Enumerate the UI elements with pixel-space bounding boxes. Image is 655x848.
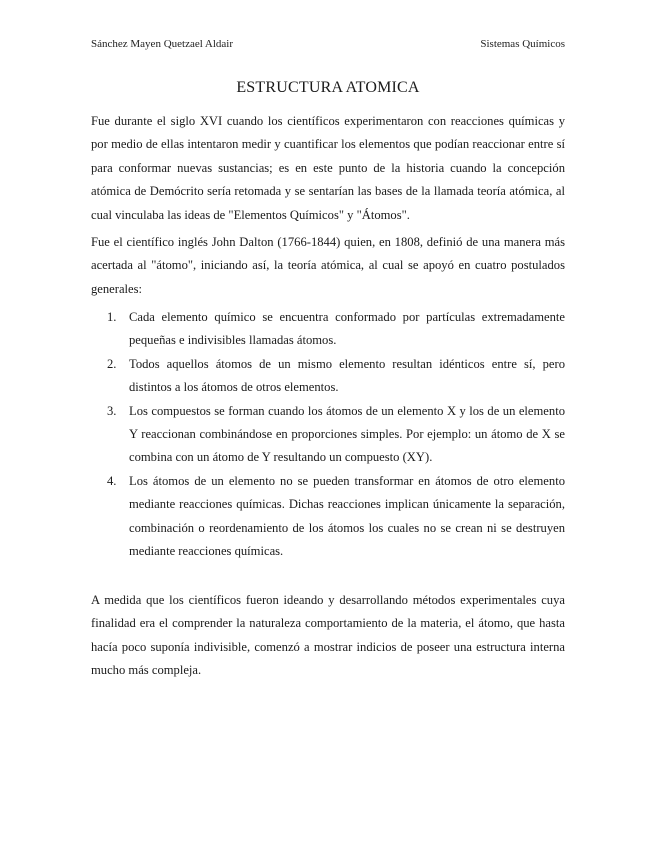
- list-item-text: Todos aquellos átomos de un mismo elemento resultan idénticos entre sí, pero distintos a los átomos de otros elementos.: [129, 356, 565, 395]
- list-item-text: Los compuestos se forman cuando los átomos de un elemento X y los de un elemento Y reaccionan combinándose en proporciones simples. Por ejemplo: un átomo de X se combina con un átomo de Y resultando un compuesto (XY).: [129, 403, 565, 465]
- list-item-text: Los átomos de un elemento no se pueden transformar en átomos de otro elemento mediante reacciones químicas. Dichas reacciones implican únicamente la separación, combinación o reordenamiento de los átomos los cuales no se crean ni se destruyen mediante reacciones químicas.: [129, 473, 565, 559]
- list-item-number: 1.: [107, 310, 117, 324]
- list-item: [91, 353, 565, 400]
- header-author: Sánchez Mayen Quetzael Aldair: [91, 38, 234, 50]
- paragraph-intro: Fue durante el siglo XVI cuando los científicos experimentaron con reacciones químicas y por medio de ellas intentaron medir y cuantificar los elementos que podían reaccionar entre sí para conformar nuevas sustancias; es en este punto de la historia cuando la concepción atómica de Demócrito sería retomada y se sentarían las bases de la llamada teoría atómica, al cual vinculaba las ideas de "Elementos Químicos" y "Átomos".: [91, 114, 565, 222]
- list-item: [91, 306, 565, 353]
- document-title: ESTRUCTURA ATOMICA: [236, 79, 420, 96]
- list-item-number: 4.: [107, 473, 117, 488]
- paragraph-closing: A medida que los científicos fueron ideando y desarrollando métodos experimentales cuya finalidad era el comprender la naturaleza comportamiento de la materia, el átomo, que hasta hacía poco suponía indivisible, comenzó a mostrar indicios de poseer una estructura interna mucho más compleja.: [91, 593, 565, 678]
- list-item-text: Cada elemento químico se encuentra conformado por partículas extremadamente pequeñas e indivisibles llamadas átomos.: [129, 310, 565, 348]
- list-item: [91, 400, 565, 470]
- postulates-list: [91, 306, 565, 563]
- list-item-number: 3.: [107, 403, 117, 418]
- header-subject: Sistemas Químicos: [480, 38, 565, 50]
- list-item-number: 2.: [107, 356, 117, 371]
- page-header: [91, 37, 565, 51]
- paragraph-dalton: Fue el científico inglés John Dalton (1766-1844) quien, en 1808, definió de una manera más acertada al "átomo", iniciando así, la teoría atómica, al cual se apoyó en cuatro postulados generales:: [91, 235, 565, 296]
- list-item: [91, 470, 565, 564]
